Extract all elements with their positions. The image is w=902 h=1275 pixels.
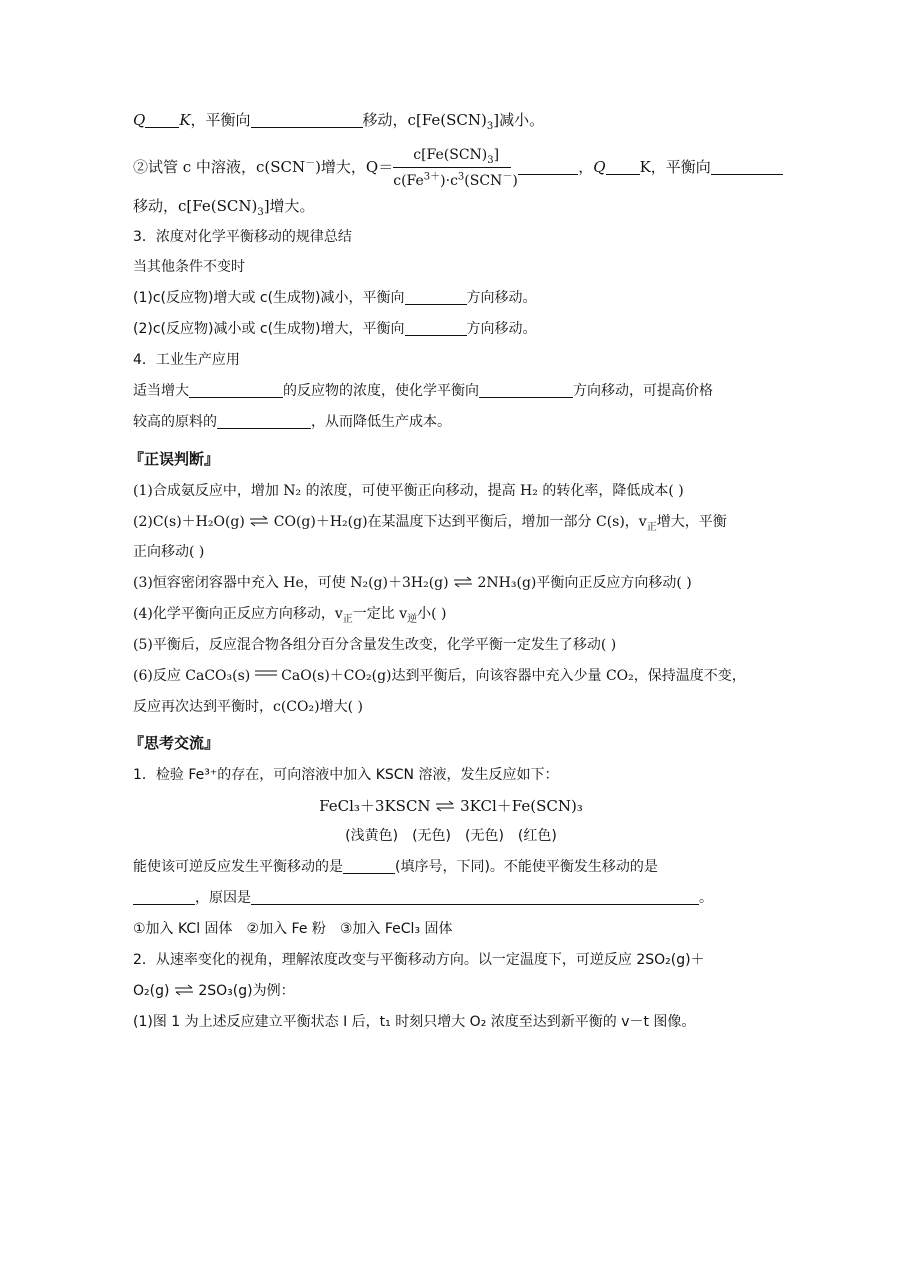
judge-item-2: (2)C(s)＋H₂O(g) CO(g)＋H₂(g)在某温度下达到平衡后，增加一部分 C(s)，$v_正$增大，平衡 (133, 514, 727, 533)
reaction-colors: (浅黄色) (无色) (无色) (红色) (345, 828, 557, 844)
blank (251, 889, 699, 905)
blank (217, 413, 311, 429)
question-2: 2．从速率变化的视角，理解浓度改变与平衡移动方向。以一定温度下，可逆反应 2SO₂(g)＋ (133, 952, 705, 968)
blank (343, 858, 395, 874)
judge-item-6-cont: 反应再次达到平衡时，c(CO₂)增大( ) (133, 699, 363, 715)
fraction-bar (393, 167, 511, 168)
question-1-reason: ，原因是 。 (133, 887, 713, 909)
q-fraction: $c[Fe(SCN)_3]$ $c(Fe^{3+})\cdot c^3(SCN^-)$ (393, 147, 518, 189)
blank (145, 112, 179, 128)
reversible-arrow-icon (249, 514, 269, 528)
question-1-options: ①加入 KCl 固体 ②加入 Fe 粉 ③加入 FeCl₃ 固体 (133, 921, 453, 937)
reaction-equation: FeCl₃＋3KSCN 3KCl＋Fe(SCN)₃ (319, 797, 583, 815)
judge-item-2-cont: 正向移动( ) (133, 544, 205, 560)
blank (189, 382, 283, 398)
section-3-title: 3．浓度对化学平衡移动的规律总结 (133, 229, 352, 245)
blank (479, 382, 573, 398)
blank (405, 320, 467, 336)
judge-item-3: (3)恒容密闭容器中充入 He，可使 N₂(g)＋3H₂(g) 2NH₃(g)平衡向正反应方向移动( ) (133, 575, 692, 591)
section-4-title: 4．工业生产应用 (133, 352, 240, 368)
judge-item-4: (4)化学平衡向正反应方向移动，$v_正$一定比 $v_逆$小( ) (133, 606, 447, 625)
judge-item-6: (6)反应 CaCO₃(s) CaO(s)＋CO₂(g)达到平衡后，向该容器中充入少量 CO₂，保持温度不变， (133, 668, 746, 684)
blank (518, 159, 578, 175)
rule-2: (2)c(反应物)减小或 c(生成物)增大，平衡向 方向移动。 (133, 321, 537, 337)
question-2-cont: O₂(g) 2SO₃(g)为例： (133, 983, 295, 999)
industry-line-2: 较高的原料的 ，从而降低生产成本。 (133, 414, 451, 430)
industry-line-1: 适当增大 的反应物的浓度，使化学平衡向 方向移动，可提高价格 (133, 383, 713, 399)
question-1-prompt: 能使该可逆反应发生平衡移动的是 (填序号，下同)。不能使平衡发生移动的是 (133, 859, 658, 875)
line-q-k-1: Q K，平衡向 移动，$c[Fe(SCN)_3]$减小。 (133, 111, 545, 132)
blank (711, 159, 783, 175)
judge-item-1: (1)合成氨反应中，增加 N₂ 的浓度，可使平衡正向移动，提高 H₂ 的转化率，降低成本( ) (133, 483, 684, 499)
reversible-arrow-icon (453, 575, 473, 589)
blank (251, 112, 363, 128)
blank (405, 289, 467, 305)
line-increase: 移动，$c[Fe(SCN)_3]$增大。 (133, 197, 315, 218)
rule-1: (1)c(反应物)增大或 c(生成物)减小，平衡向 方向移动。 (133, 290, 537, 306)
blank (606, 159, 640, 175)
question-1: 1．检验 Fe³⁺的存在，可向溶液中加入 KSCN 溶液，发生反应如下： (133, 767, 559, 783)
equals-sign-icon (255, 668, 277, 678)
reversible-arrow-icon (435, 799, 455, 813)
judge-heading: 『正误判断』 (129, 450, 220, 468)
line-q-expression: ②试管 c 中溶液，c(SCN－)增大，Q＝ $c[Fe(SCN)_3]$ $c(Fe^{3+})\cdot c^3(SCN^-)$ ，Q K，平衡向 (133, 156, 783, 179)
section-3-intro: 当其他条件不变时 (133, 259, 245, 275)
reversible-arrow-icon (174, 983, 194, 997)
judge-item-5: (5)平衡后，反应混合物各组分百分含量发生改变，化学平衡一定发生了移动( ) (133, 637, 617, 653)
question-2-part-1: (1)图 1 为上述反应建立平衡状态 Ⅰ 后，t₁ 时刻只增大 O₂ 浓度至达到新平衡的 v－t 图像。 (133, 1014, 696, 1030)
blank (133, 889, 195, 905)
think-heading: 『思考交流』 (129, 734, 220, 752)
